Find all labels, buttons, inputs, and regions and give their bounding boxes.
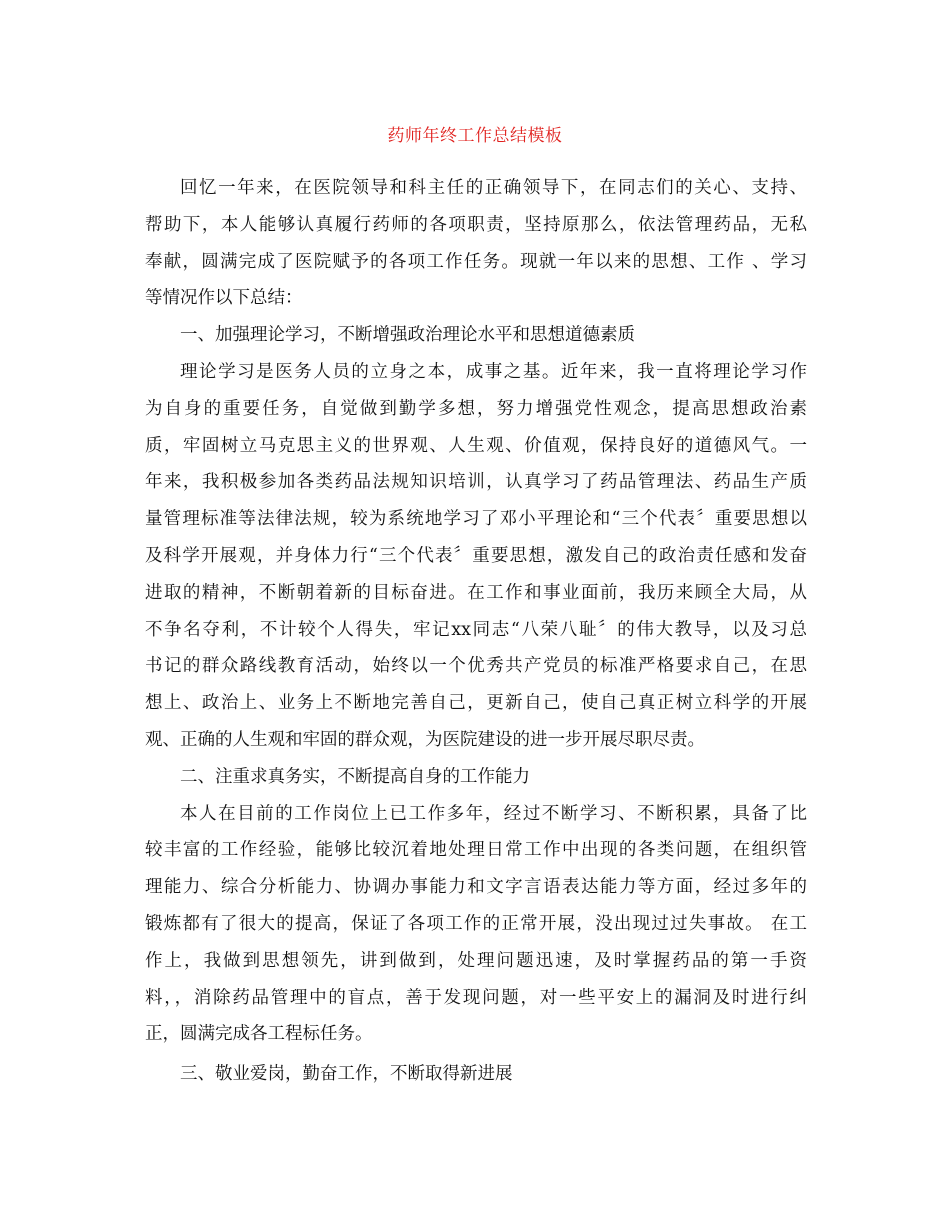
paragraph-line: 等情况作以下总结： [145,288,303,309]
paragraph-line: 量管理标准等法律法规，较为系统地学习了邓小平理论和“三个代表〞重要思想以 [145,509,807,530]
paragraph-line: 质，牢固树立马克思主义的世界观、人生观、价值观，保持良好的道德风气。一 [145,435,807,456]
section-heading: 一、加强理论学习，不断增强政治理论水平和思想道德素质 [180,325,635,346]
paragraph-line: 回忆一年来，在医院领导和科主任的正确领导下，在同志们的关心、支持、 [180,178,807,198]
paragraph-line: 及科学开展观，并身体力行“三个代表〞重要思想，激发自己的政治责任感和发奋 [145,545,807,566]
paragraph-line: 年来，我积极参加各类药品法规知识培训，认真学习了药品管理法、药品生产质 [145,472,807,493]
paragraph-line: 理能力、综合分析能力、协调办事能力和文字言语表达能力等方面，经过多年的 [145,877,807,898]
document-body [145,170,807,1093]
paragraph-line: 书记的群众路线教育活动，始终以一个优秀共产党员的标准严格要求自己，在思 [145,656,807,677]
paragraph-line: 观、正确的人生观和牢固的群众观，为医院建设的进一步开展尽职尽责。 [145,729,705,750]
paragraph-line: 本人在目前的工作岗位上已工作多年，经过不断学习、不断积累，具备了比 [180,803,807,824]
paragraph-line: 料，，消除药品管理中的盲点，善于发现问题，对一些平安上的漏洞及时进行纠 [145,987,807,1008]
paragraph-line: 理论学习是医务人员的立身之本，成事之基。近年来，我一直将理论学习作 [180,361,807,382]
paragraph-line: 不争名夺利，不计较个人得失，牢记xx同志“八荣八耻〞的伟大教导，以及习总 [145,619,807,640]
paragraph-line: 作上，我做到思想领先，讲到做到，处理问题迅速，及时掌握药品的第一手资 [145,950,807,971]
document-title: 药师年终工作总结模板 [387,126,563,146]
paragraph-line: 较丰富的工作经验，能够比较沉着地处理日常工作中出现的各类问题，在组织管 [145,840,807,861]
paragraph-line: 正，圆满完成各工程标任务。 [145,1024,373,1045]
paragraph-line: 为自身的重要任务，自觉做到勤学多想，努力增强党性观念，提高思想政治素 [145,398,807,419]
paragraph-line: 锻炼都有了很大的提高，保证了各项工作的正常开展，没出现过过失事故。 在工 [145,913,807,934]
paragraph-line: 奉献，圆满完成了医院赋予的各项工作任务。现就一年以来的思想、工作 、学习 [145,251,807,272]
section-heading: 三、敬业爱岗，勤奋工作，不断取得新进展 [180,1064,513,1085]
section-heading: 二、注重求真务实，不断提高自身的工作能力 [180,766,530,787]
paragraph-line: 进取的精神，不断朝着新的目标奋进。在工作和事业面前，我历来顾全大局，从 [145,582,807,603]
paragraph-line: 想上、政治上、业务上不断地完善自己，更新自己，使自己真正树立科学的开展 [145,693,807,714]
paragraph-line: 帮助下，本人能够认真履行药师的各项职责，坚持原那么，依法管理药品，无私 [145,214,807,235]
